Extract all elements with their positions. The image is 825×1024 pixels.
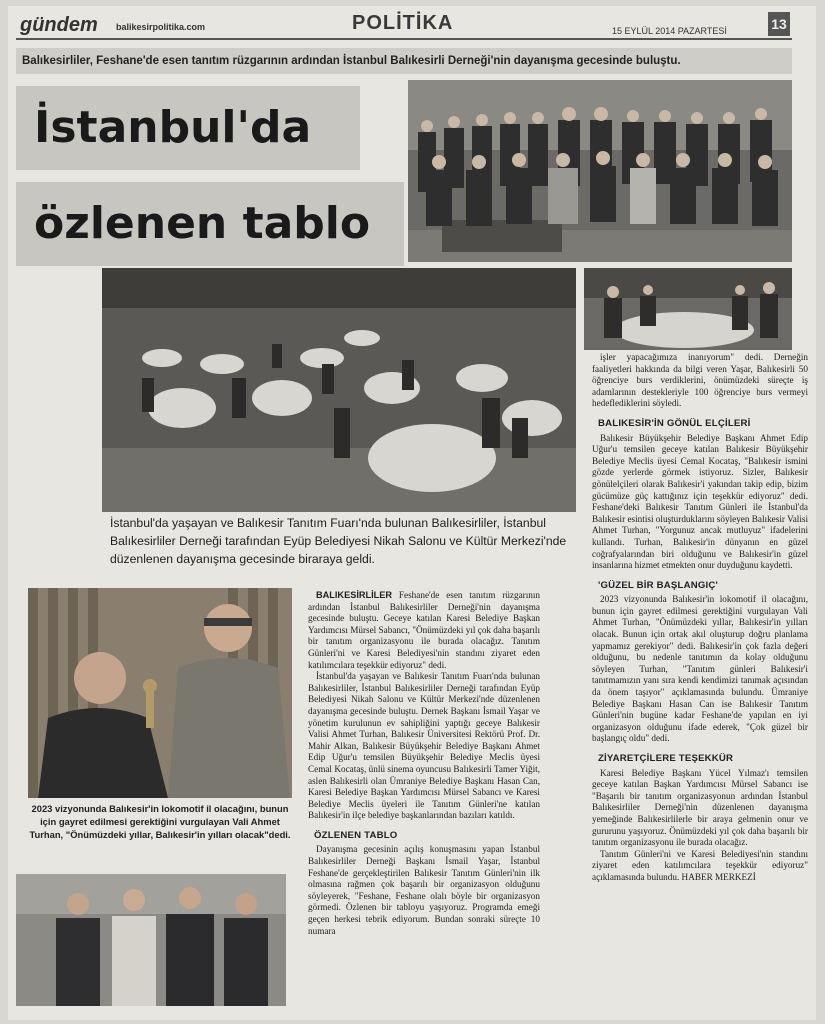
article-column-2 <box>592 352 808 1016</box>
four-people-photo <box>16 874 286 1006</box>
headline-line-1: İstanbul'da <box>16 86 360 170</box>
article-paragraph <box>308 590 540 671</box>
brand-name: gündem <box>20 14 98 36</box>
banquet-hall-photo <box>102 268 576 512</box>
article-paragraph: işler yapacağımıza inanıyorum" dedi. Derneğin faaliyetleri hakkında da bilgi veren Yaşar, Balıkesirli 50 öğrenciye burs verdiklerini, önümüzdeki süreçte iş adamlarının destekleriyle 100 öğrenciye burs vermeyi hedeflediklerini söyledi. <box>592 352 808 409</box>
paragraph-lead-word: BALIKESİRLİLER <box>316 590 393 600</box>
paragraph-text: Feshane'de esen tanıtım rüzgarının ardından İstanbul Balıkesirliler Derneği'nin dayanışma gecesinde buluştu. Geceye katılan Karesi Belediye Başkan Yardımcısı Mürsel Sabancı, "Önümüzdeki yıl çok daha başarılı bir tanıtım organizasyonu ile burada olacağız. Tanıtım Günleri'ni ve Karesi Belediyesi'nin standını ziyaret eden katılımcılara teşekkür ediyoruz" dedi. <box>308 590 540 670</box>
article-column-1 <box>308 590 540 1014</box>
lead-paragraph: İstanbul'da yaşayan ve Balıkesir Tanıtım Fuarı'nda bulunan Balıkesirliler, İstanbul Balıkesirliler Derneği tarafından Eyüp Belediyesi Nikah Salonu ve Kültür Merkezi'nde düzenlenen dayanışma gecesinde biraraya geldi. <box>110 516 567 566</box>
section-title: POLİTİKA <box>352 12 454 34</box>
headline-line-2: özlenen tablo <box>16 182 404 266</box>
article-paragraph: İstanbul'da yaşayan ve Balıkesir Tanıtım Fuarı'nda bulunan Balıkesirliler, İstanbul Balıkesirliler Derneği tarafından Eyüp Belediyesi Nikah Salonu ve Kültür Merkezi'nde düzenlenen dayanışma gecesinde buluştu. Dernek Başkanı İsmail Yaşar ve yönetim kurulunun ev sahipliğini yaptığı geceye Balıkesir Valisi Ahmet Turhan, Balıkesir Üniversitesi Rektörü Prof. Dr. Mahir Alkan, Balıkesir Büyükşehir Belediye Başkanı Ahmet Edip Uğur'u temsilen Büyükşehir Belediye Meclis üyesi Cemal Kocataş, ünlü sinema oyuncusu Balıkesirli Tamer Yiğit, aslen Balıkesirli olan Ümraniye Belediye Başkanı Hasan Can, Karesi Belediye Başkan Yardımcısı Mürsel Sabancı ve Karesi Belediye Meclis üyeleri ile Tanıtım Günleri'ne katılan Balıkesir'in ilçe belediye başkanlarından bazıları katıldı. <box>308 671 540 821</box>
award-photo <box>28 588 292 798</box>
section-heading: 'GÜZEL BİR BAŞLANGIÇ' <box>598 579 718 591</box>
issue-date: 15 EYLÜL 2014 PAZARTESİ <box>612 26 727 36</box>
article-paragraph: Karesi Belediye Başkanı Yücel Yılmaz'ı temsilen geceye katılan Başkan Yardımcısı Mürsel Sabancı ise "Başarılı bir tanıtım organizasyonun ardından İstanbul Balıkesirliler Derneği'nin düzenlenen dayanışma yemeğinde Balıkesirlilerle bir araya gelmenin onur ve gururunu yaşıyoruz. Önümüzdeki yıl çok daha başarılı bir tanıtım organizasyonu ile burada olacağız. <box>592 767 808 848</box>
section-heading: BALIKESİR'İN GÖNÜL ELÇİLERİ <box>598 417 751 429</box>
article-paragraph: 2023 vizyonunda Balıkesir'in lokomotif il olacağını, bunun için gayret edilmesi gerektiğini vurgulayan Vali Ahmet Turhan, "Önümüzdeki yıllar, Balıkesir'in yılları olacak. Bunun için ortak akıl oluşturup doğru planlama yapmamız gerekiyor" dedi. Balıkesir'in çok fazla değeri olduğunu, bu nedenle tanıtımın da kolay olduğunu söyleyen Turhan, "Tanıtım günleri Balıkesir'i tanıtmamızın yanı sıra kendi kendimizi tanımak açısından da önem taşıyor" açıklamasında bulundu. Ümraniye Belediye Başkanı Hasan Can ise Balıkesir Tanıtım Günleri'nin bugüne kadar Feshane'de yapılan en iyi organizasyon olduğunu ifade ederek, "Çok güzel bir başlangıç oldu" dedi. <box>592 594 808 744</box>
site-url: balikesirpolitika.com <box>116 22 206 32</box>
masthead <box>16 10 792 40</box>
subheadline: Balıkesirliler, Feshane'de esen tanıtım rüzgarının ardından İstanbul Balıkesirli Derneği'nin dayanışma gecesinde buluştu. <box>16 48 792 74</box>
newspaper-page <box>8 6 816 1020</box>
page-number: 13 <box>768 12 790 36</box>
group-photo <box>408 80 792 262</box>
table-guests-photo <box>584 268 792 350</box>
article-paragraph: Tanıtım Günleri'ni ve Karesi Belediyesi'nin standını ziyaret eden katılımcılara teşekkür ediyoruz" açıklamasında bulundu. HABER MERKEZİ <box>592 848 808 882</box>
article-paragraph: Balıkesir Büyükşehir Belediye Başkanı Ahmet Edip Uğur'u temsilen geceye katılan Balıkesir Büyükşehir Belediye Meclis üyesi Cemal Kocataş, "Balıkesir ismini gözde yerlerde görmek istiyoruz. Sizler, Balıkesir gönülelçileri olarak Balıkesir'i yakından takip edip, bizim gücümüze güç kattığınız için teşekkür ediyoruz" dedi. Feshane'deki Balıkesir Tanıtım Günleri ile İstanbul'da Balıkesir esintisi oluşturduklarını söyleyen Balıkesir Valisi Ahmet Turhan, "Yorgunuz ancak mutluyuz" ifadelerini kullandı. Turhan, Balıkesir'in dünyanın en güzel coğrafyalarından biri olduğunu ve Balıkesir'in güzel insanlarına hizmet etmekten onur duyduğunu kaydetti. <box>592 432 808 571</box>
section-heading: ÖZLENEN TABLO <box>314 829 398 841</box>
photo-caption: 2023 vizyonunda Balıkesir'in lokomotif il olacağını, bunun için gayret edilmesi gerektiğini vurgulayan Vali Ahmet Turhan, "Önümüzdeki yıllar, Balıkesir'in yılları olacak"dedi. <box>29 803 291 840</box>
section-heading: ZİYARETÇİLERE TEŞEKKÜR <box>598 753 734 764</box>
article-paragraph: Dayanışma gecesinin açılış konuşmasını yapan İstanbul Balıkesirliler Derneği Başkanı İsmail Yaşar, İstanbul Feshane'de gerçekleştirilen Balıkesir Tanıtım Günleri'nin ilk olmasına rağmen çok başarılı bir organizasyon olduğunu söyleyerek, "Feshane, Feshane olalı böyle bir organizasyon görmedi. Özlenen bir tabloyu yaşıyoruz. Programda emeği geçen herkesi tebrik ediyorum. Bundan sonraki süreçte 10 numara <box>308 844 540 936</box>
